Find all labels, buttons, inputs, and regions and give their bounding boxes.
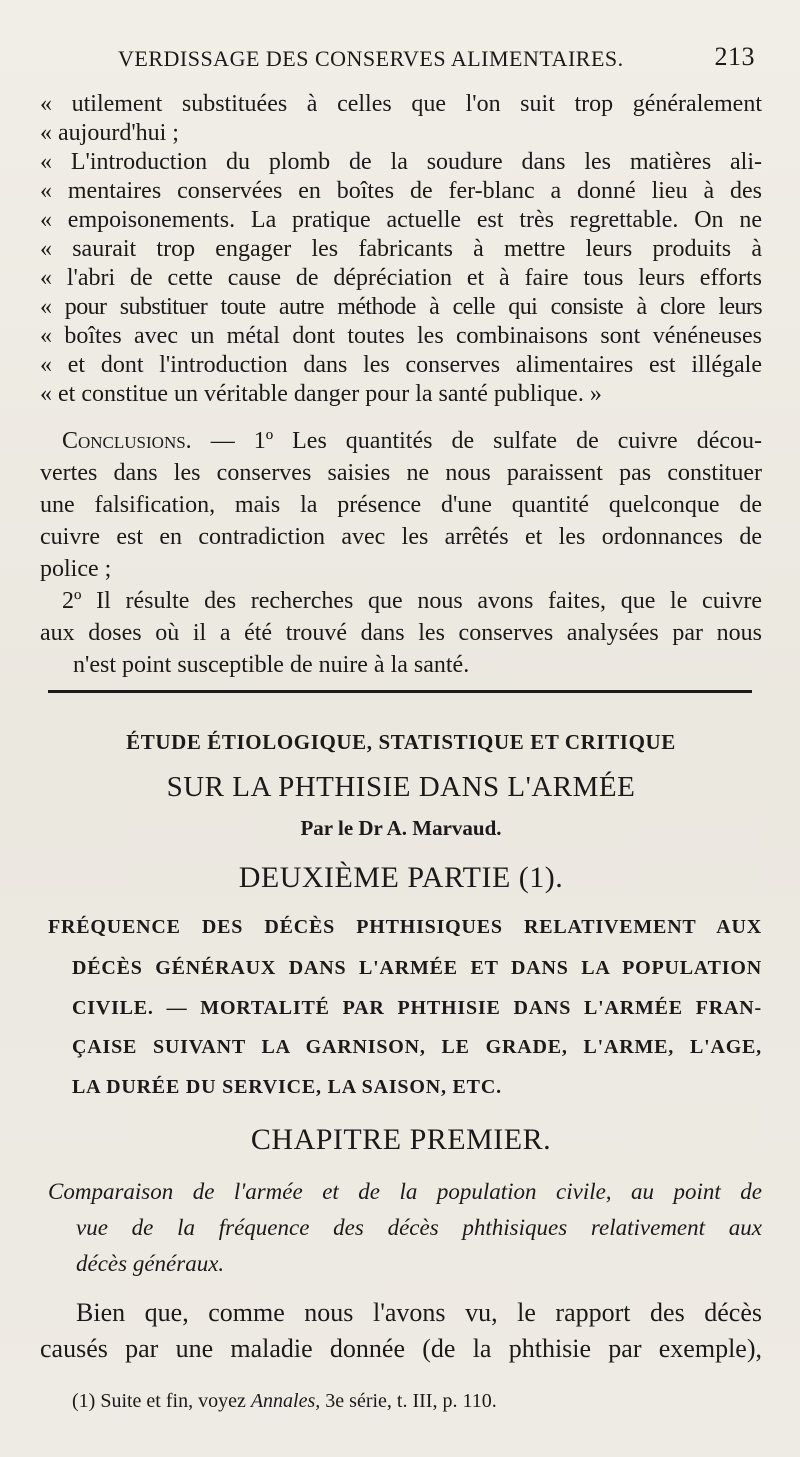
part-title: DEUXIÈME PARTIE (1).	[238, 861, 564, 894]
paragraph-line: 2º Il résulte des recherches que nous avons faites, que le cuivre	[62, 588, 762, 614]
chapter-subtitle-line: Comparaison de l'armée et de la population civile, au point de	[48, 1179, 762, 1204]
footnote-prefix: (1) Suite et fin, voyez	[72, 1390, 251, 1412]
paragraph-line: vertes dans les conserves saisies ne nous paraissent pas constituer	[40, 460, 762, 486]
quote-line: « empoisonements. La pratique actuelle est très regrettable. On ne	[40, 207, 762, 233]
subheading-line: FRÉQUENCE DES DÉCÈS PHTHISIQUES RELATIVEMENT AUX	[48, 916, 762, 938]
paragraph-line: police ;	[40, 556, 112, 582]
chapter-title: CHAPITRE PREMIER.	[250, 1123, 552, 1156]
paragraph-line: causés par une maladie donnée (de la phthisie par exemple),	[40, 1334, 762, 1363]
footnote	[72, 1390, 497, 1413]
paragraph-line: aux doses où il a été trouvé dans les conserves analysées par nous	[40, 620, 762, 646]
section-divider	[48, 690, 752, 693]
conclusions-first-line	[62, 425, 762, 457]
conclusions-text: — 1º Les quantités de sulfate de cuivre décou-	[191, 428, 762, 454]
quote-line: « et constitue un véritable danger pour la santé publique. »	[40, 381, 602, 407]
quote-line: « boîtes avec un métal dont toutes les combinaisons sont vénéneuses	[40, 323, 762, 349]
paragraph-line: une falsification, mais la présence d'une quantité quelconque de	[40, 492, 762, 518]
footnote-suffix: 3e série, t. III, p. 110.	[320, 1390, 497, 1412]
quote-line: « aujourd'hui ;	[40, 120, 179, 146]
quote-line: « pour substituer toute autre méthode à celle qui consiste à clore leurs	[40, 294, 762, 320]
footnote-journal: Annales,	[250, 1390, 321, 1412]
chapter-subtitle-line: décès généraux.	[76, 1251, 225, 1276]
quote-line: « mentaires conservées en boîtes de fer-blanc a donné lieu à des	[40, 178, 762, 204]
paragraph-line: cuivre est en contradiction avec les arrêtés et les ordonnances de	[40, 524, 762, 550]
paragraph-line: n'est point susceptible de nuire à la santé.	[73, 652, 470, 678]
page-number: 213	[714, 42, 755, 71]
paragraph-line: Bien que, comme nous l'avons vu, le rapport des décès	[76, 1298, 762, 1327]
page-header	[70, 40, 760, 76]
quote-line: « utilement substituées à celles que l'on suit trop généralement	[40, 91, 762, 117]
subheading-line: CIVILE. — MORTALITÉ PAR PHTHISIE DANS L'ARMÉE FRAN-	[72, 997, 762, 1019]
quote-line: « saurait trop engager les fabricants à mettre leurs produits à	[40, 236, 762, 262]
running-title: VERDISSAGE DES CONSERVES ALIMENTAIRES.	[118, 46, 624, 71]
quote-line: « l'abri de cette cause de dépréciation et à faire tous leurs efforts	[40, 265, 762, 291]
article-author: Par le Dr A. Marvaud.	[300, 816, 502, 840]
quote-line: « L'introduction du plomb de la soudure dans les matières ali-	[40, 149, 762, 175]
subheading-line: ÇAISE SUIVANT LA GARNISON, LE GRADE, L'ARME, L'AGE,	[72, 1036, 762, 1058]
subheading-line: LA DURÉE DU SERVICE, LA SAISON, ETC.	[72, 1076, 502, 1098]
conclusions-label: Conclusions.	[62, 428, 192, 454]
article-title: SUR LA PHTHISIE DANS L'ARMÉE	[166, 771, 636, 803]
article-heading-small: ÉTUDE ÉTIOLOGIQUE, STATISTIQUE ET CRITIQUE	[126, 730, 676, 754]
quote-line: « et dont l'introduction dans les conserves alimentaires est illégale	[40, 352, 762, 378]
subheading-line: DÉCÈS GÉNÉRAUX DANS L'ARMÉE ET DANS LA POPULATION	[72, 957, 762, 979]
chapter-subtitle-line: vue de la fréquence des décès phthisiques relativement aux	[76, 1215, 762, 1240]
